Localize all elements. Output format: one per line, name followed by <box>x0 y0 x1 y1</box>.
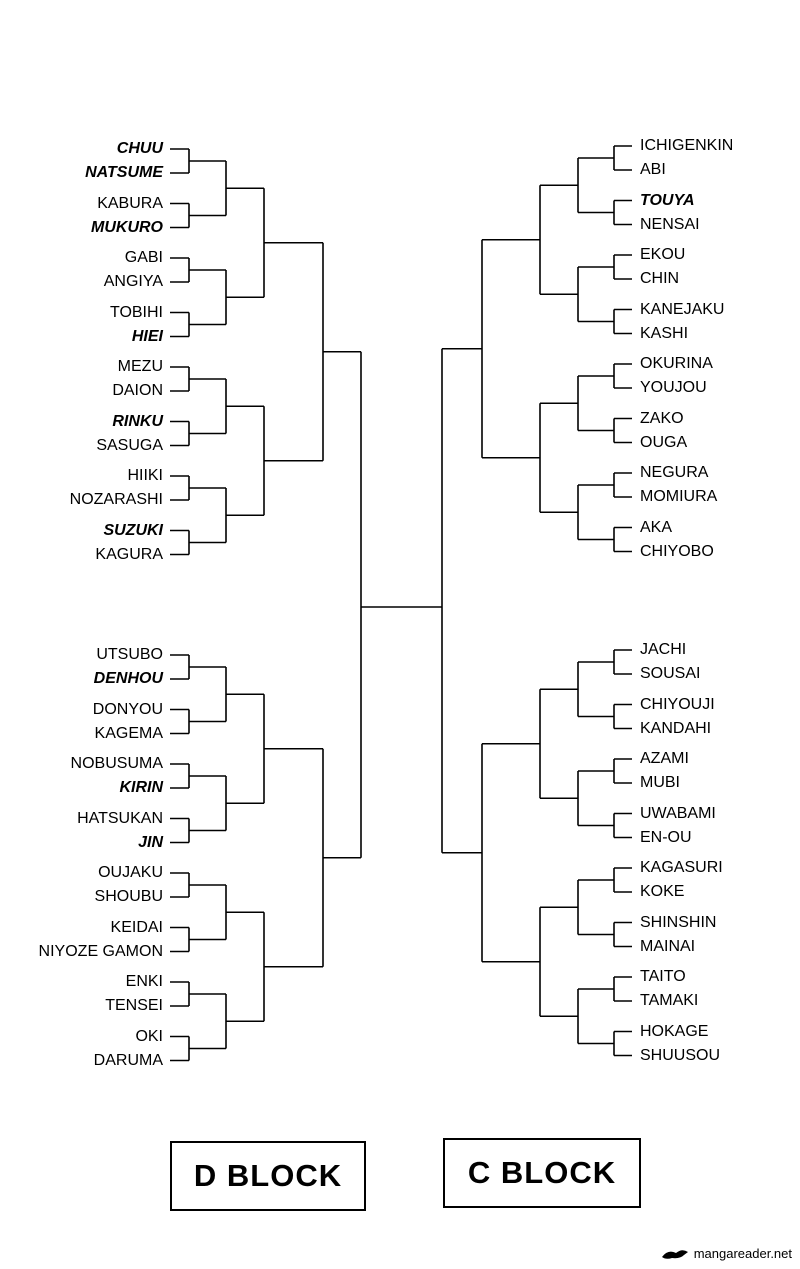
left-entrant-name: DAION <box>112 382 163 399</box>
right-entrant-name: EKOU <box>640 246 686 263</box>
left-entrant-name: TOBIHI <box>109 303 163 321</box>
left-entrant-name: NOZARASHI <box>69 491 163 508</box>
right-entrant-name: OKURINA <box>640 355 713 372</box>
left-entrant-name: MUKURO <box>91 218 163 236</box>
left-entrant-name: HIIKI <box>127 467 163 484</box>
right-entrant-name: CHIYOUJI <box>640 695 715 713</box>
left-entrant-name: MEZU <box>117 358 163 375</box>
left-entrant-name: HIEI <box>131 327 163 345</box>
left-entrant-name: KIRIN <box>119 779 163 796</box>
left-entrant-name: SHOUBU <box>94 888 163 905</box>
right-entrant-name: SOUSAI <box>640 665 701 682</box>
right-entrant-name: CHIN <box>640 270 680 287</box>
right-entrant-name: ZAKO <box>640 409 684 427</box>
right-entrant-name: UWABAMI <box>640 804 716 822</box>
left-entrant-name: JIN <box>138 833 163 851</box>
right-entrant-name: YOUJOU <box>640 379 707 396</box>
left-entrant-name: CHUU <box>116 140 163 157</box>
left-entrant-name: DARUMA <box>93 1051 163 1069</box>
watermark-text: mangareader.net <box>693 1246 792 1261</box>
right-entrant-name: KANDAHI <box>640 719 712 737</box>
left-entrant-name: OUJAKU <box>98 864 163 881</box>
right-entrant-name: KAGASURI <box>640 859 723 876</box>
right-entrant-name: NEGURA <box>640 464 709 481</box>
right-entrant-name: KANEJAKU <box>640 300 725 318</box>
right-entrant-name: EN-OU <box>640 828 692 846</box>
right-entrant-name: TAMAKI <box>640 992 699 1009</box>
right-entrant-name: ICHIGENKIN <box>640 137 734 154</box>
right-entrant-name: OUGA <box>640 433 688 451</box>
left-entrant-name: HATSUKAN <box>77 809 163 827</box>
left-entrant-name: UTSUBO <box>96 646 163 663</box>
right-entrant-name: AZAMI <box>640 750 689 767</box>
left-entrant-name: KAGURA <box>95 545 163 563</box>
left-entrant-name: DENHOU <box>93 670 163 687</box>
right-entrant-name: JACHI <box>640 641 687 658</box>
right-entrant-name: TAITO <box>640 968 686 985</box>
left-entrant-name: SUZUKI <box>103 521 163 539</box>
left-entrant-name: ENKI <box>125 973 163 990</box>
right-entrant-name: KASHI <box>640 324 689 342</box>
right-entrant-name: AKA <box>640 518 673 536</box>
left-entrant-name: KAGEMA <box>94 724 163 742</box>
right-entrant-name: SHINSHIN <box>640 913 717 931</box>
left-entrant-name: ANGIYA <box>103 273 163 290</box>
left-entrant-name: NIYOZE GAMON <box>38 942 163 960</box>
c-block-label: C BLOCK <box>443 1138 641 1208</box>
left-entrant-name: KEIDAI <box>110 918 163 936</box>
right-entrant-name: ABI <box>640 161 666 178</box>
left-entrant-name: OKI <box>135 1027 163 1045</box>
left-entrant-name: NATSUME <box>85 164 163 181</box>
right-entrant-name: KOKE <box>640 883 685 900</box>
d-block-label: D BLOCK <box>170 1141 366 1211</box>
left-entrant-name: RINKU <box>112 412 163 430</box>
right-entrant-name: TOUYA <box>640 191 695 209</box>
left-entrant-name: KABURA <box>97 194 163 212</box>
right-entrant-name: NENSAI <box>640 215 700 233</box>
left-entrant-name: NOBUSUMA <box>70 755 163 772</box>
right-entrant-name: MOMIURA <box>640 488 718 505</box>
left-entrant-name: TENSEI <box>105 997 163 1014</box>
right-entrant-name: MUBI <box>640 774 680 791</box>
watermark <box>660 1246 792 1261</box>
left-entrant-name: GABI <box>124 249 163 266</box>
left-entrant-name: SASUGA <box>96 436 163 454</box>
right-entrant-name: CHIYOBO <box>640 542 714 560</box>
right-entrant-name: SHUUSOU <box>640 1046 721 1064</box>
dragon-logo-icon <box>660 1247 690 1261</box>
right-entrant-name: MAINAI <box>640 937 696 955</box>
left-entrant-name: DONYOU <box>92 700 163 718</box>
right-entrant-name: HOKAGE <box>640 1022 709 1040</box>
